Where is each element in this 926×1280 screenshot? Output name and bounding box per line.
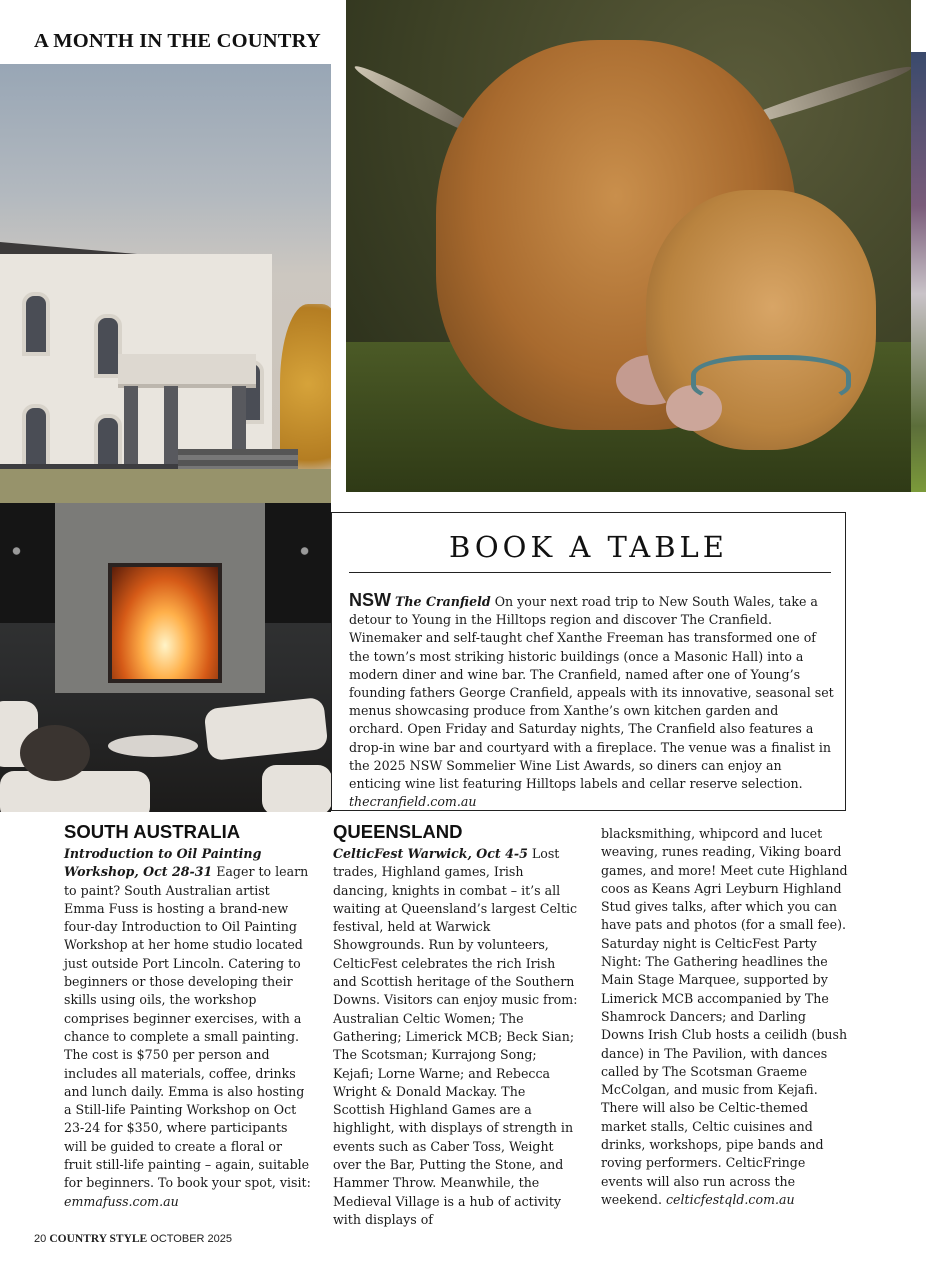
calf-halter [691,355,851,405]
event-lead: Introduction to Oil Painting Workshop, Oct 28-31 [64,846,262,880]
queensland-text-continued [601,825,849,1209]
house-window [22,404,50,468]
photo-courtyard-fireplace [0,503,331,812]
porch-column [164,386,178,466]
lounge-chair [204,697,329,761]
fireplace [108,563,222,683]
book-a-table-text [349,591,834,811]
event-description: Eager to learn to paint? South Australian artist Emma Fuss is hosting a brand-new four-day Introduction to Oil Painting Workshop at her home studio located just outside Port Lincoln. Catering to beginners or those developing their skills using oils, the workshop comprises beginner exercises, with a chance to complete a small painting. The cost is $750 per person and includes all materials, coffee, drinks and lunch daily. Emma is also hosting a Still-life Painting Workshop on Oct 23-24 for $350, where participants will be guided to create a floral or fruit still-life painting – again, suitable for beginners. To book your spot, visit: [64,864,311,1191]
seated-guest [20,725,90,781]
south-australia-column [64,820,312,1211]
side-table [108,735,198,757]
region-tag-nsw: NSW [349,590,391,610]
event-website-link[interactable]: celticfestqld.com.au [665,1191,795,1207]
venue-website-link[interactable]: thecranfield.com.au [349,794,477,810]
photo-highland-cattle [346,0,911,492]
page-footer [34,1233,232,1245]
queensland-text [333,845,581,1229]
box-heading: BOOK A TABLE [449,530,728,564]
book-a-table-box [331,512,846,811]
event-description-continued: blacksmithing, whipcord and lucet weaving, runes reading, Viking board games, and more! Meet cute Highland coos as Keans Agri Leyburn Highland Stud gives talks, after which you can have pats and photos (for a small fee). Saturday night is CelticFest Party Night: The Gathering headlines the Main Stage Marquee, supported by Limerick MCB accompanied by The Shamrock Dancers; and Darling Downs Irish Club hosts a ceilidh (bush dance) in The Pavilion, with dances called by The Scotsman Graeme McColgan, and music from Kejafi. There will also be Celtic-themed market stalls, Celtic cuisines and drinks, workshops, pipe bands and roving performers. CelticFringe events will also run across the weekend. [601,826,848,1207]
photo-historic-building [0,64,331,503]
queensland-column [333,820,581,1229]
issue-date: OCTOBER 2025 [150,1233,233,1245]
lounge-chair [262,765,331,812]
venue-name: The Cranfield [395,594,491,609]
lawn [0,469,331,503]
porch-column [124,386,138,466]
house-porch [118,354,256,388]
divider [349,572,831,573]
section-title: A MONTH IN THE COUNTRY [34,30,321,52]
page-number: 20 [34,1233,47,1245]
queensland-heading: QUEENSLAND [333,821,463,842]
event-website-link[interactable]: emmafuss.com.au [64,1193,179,1209]
south-australia-heading: SOUTH AUSTRALIA [64,821,241,842]
house-window [22,292,50,356]
lounge-chair [0,771,150,812]
magazine-name: COUNTRY STYLE [49,1233,148,1245]
thistle-mural [265,503,331,623]
event-description: Lost trades, Highland games, Irish dancing, knights in combat – it’s all waiting at Queensland’s largest Celtic festival, held at Warwick Showgrounds. Run by volunteers, CelticFest celebrates the rich Irish and Scottish heritage of the Southern Downs. Visitors can enjoy music from: Australian Celtic Women; The Gathering; Limerick MCB; Beck Sian; The Scotsman; Kurrajong Song; Kejafi; Lorne Warne; and Rebecca Wright & Donald Mackay. The Scottish Highland Games are a highlight, with displays of strength in events such as Caber Toss, Weight over the Bar, Putting the Stone, and Hammer Throw. Meanwhile, the Medieval Village is a hub of activity with displays of [333,846,578,1227]
queensland-column-continued [601,825,849,1209]
event-lead: CelticFest Warwick, Oct 4-5 [333,846,528,861]
south-australia-text [64,845,312,1211]
venue-description: On your next road trip to New South Wales, take a detour to Young in the Hilltops region and discover The Cranfield. Winemaker and self-taught chef Xanthe Freeman has transformed one of the town’s most striking historic buildings (once a Masonic Hall) into a modern diner and wine bar. The Cranfield, named after one of Young’s founding fathers George Cranfield, appeals with its innovative, seasonal set menus showcasing produce from Xanthe’s own kitchen garden and orchard. Open Friday and Saturday nights, The Cranfield also features a drop-in wine bar and courtyard with a fireplace. The venue was a finalist in the 2025 NSW Sommelier Wine List Awards, so diners can enjoy an enticing wine list featuring Hilltops labels and cellar reserve selection. [349,594,834,792]
thistle-mural [0,503,55,623]
photo-edge-strip [911,52,926,492]
